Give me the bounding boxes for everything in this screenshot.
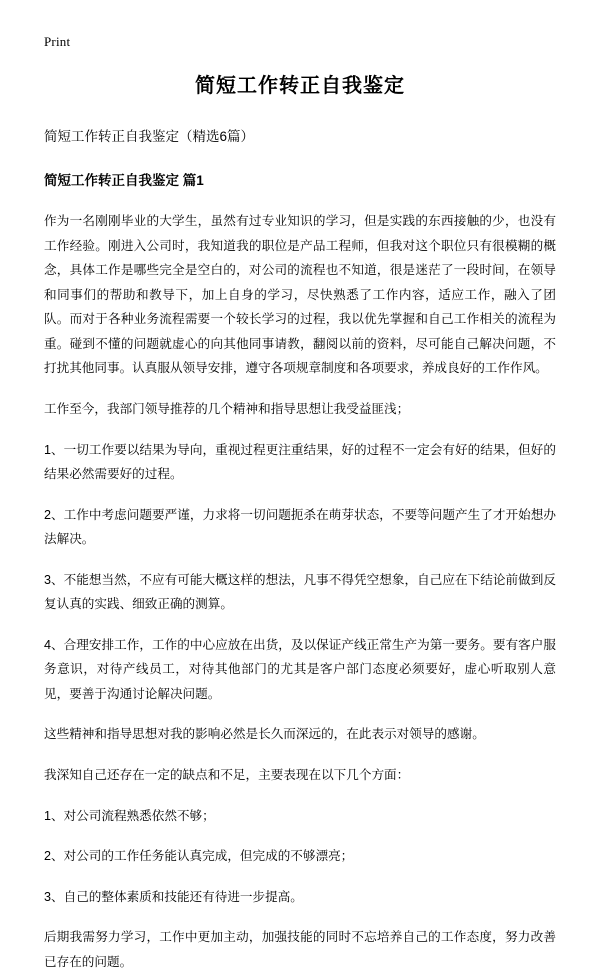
page-title: 简短工作转正自我鉴定 — [195, 75, 405, 97]
section-heading: 简短工作转正自我鉴定 篇1 — [44, 172, 204, 188]
paragraph: 作为一名刚刚毕业的大学生，虽然有过专业知识的学习，但是实践的东西接触的少，也没有工作经验。刚进入公司时，我知道我的职位是产品工程师，但我对这个职位只有很模糊的概念，具体工作是哪些完全是空白的，对公司的流程也不知道，很是迷茫了一段时间，在领导和同事们的帮助和教导下，加上自身的学习，尽快熟悉了工作内容，适应工作，融入了团队。而对于各种业务流程需要一个较长学习的过程，我以优先掌握和自己工作相关的流程为重。碰到不懂的问题就虚心的向其他同事请教，翻阅以前的资料，尽可能自己解决问题，不打扰其他同事。认真服从领导安排，遵守各项规章制度和各项要求，养成良好的工作作风。 — [44, 214, 556, 376]
print-label[interactable]: Print — [44, 34, 71, 49]
paragraph: 3、不能想当然，不应有可能大概这样的想法，凡事不得凭空想象，自己应在下结论前做到反复认真的实践、细致正确的测算。 — [44, 572, 556, 612]
paragraph: 我深知自己还存在一定的缺点和不足，主要表现在以下几个方面： — [44, 768, 410, 783]
paragraph: 2、对公司的工作任务能认真完成，但完成的不够漂亮； — [44, 849, 354, 864]
paragraph: 3、自己的整体素质和技能还有待进一步提高。 — [44, 889, 303, 904]
paragraph: 2、工作中考虑问题要严谨，力求将一切问题扼杀在萌芽状态，不要等问题产生了才开始想办法解决。 — [44, 507, 556, 547]
paragraph: 工作至今，我部门领导推荐的几个精神和指导思想让我受益匪浅； — [44, 402, 410, 417]
paragraph: 后期我需努力学习，工作中更加主动，加强技能的同时不忘培养自己的工作态度，努力改善已存在的问题。 — [44, 930, 556, 969]
paragraph: 这些精神和指导思想对我的影响必然是长久而深远的，在此表示对领导的感谢。 — [44, 727, 485, 742]
paragraph: 4、合理安排工作，工作的中心应放在出货，及以保证产线正常生产为第一要务。要有客户服务意识，对待产线员工，对待其他部门的尤其是客户部门态度必须要好，虚心听取别人意见，要善于沟通讨论解决问题。 — [44, 637, 556, 701]
document-subtitle: 简短工作转正自我鉴定（精选6篇） — [44, 129, 255, 144]
paragraph: 1、对公司流程熟悉依然不够； — [44, 808, 215, 823]
paragraph: 1、一切工作要以结果为导向，重视过程更注重结果，好的过程不一定会有好的结果，但好的结果必然需要好的过程。 — [44, 442, 556, 482]
document-body — [44, 209, 556, 974]
